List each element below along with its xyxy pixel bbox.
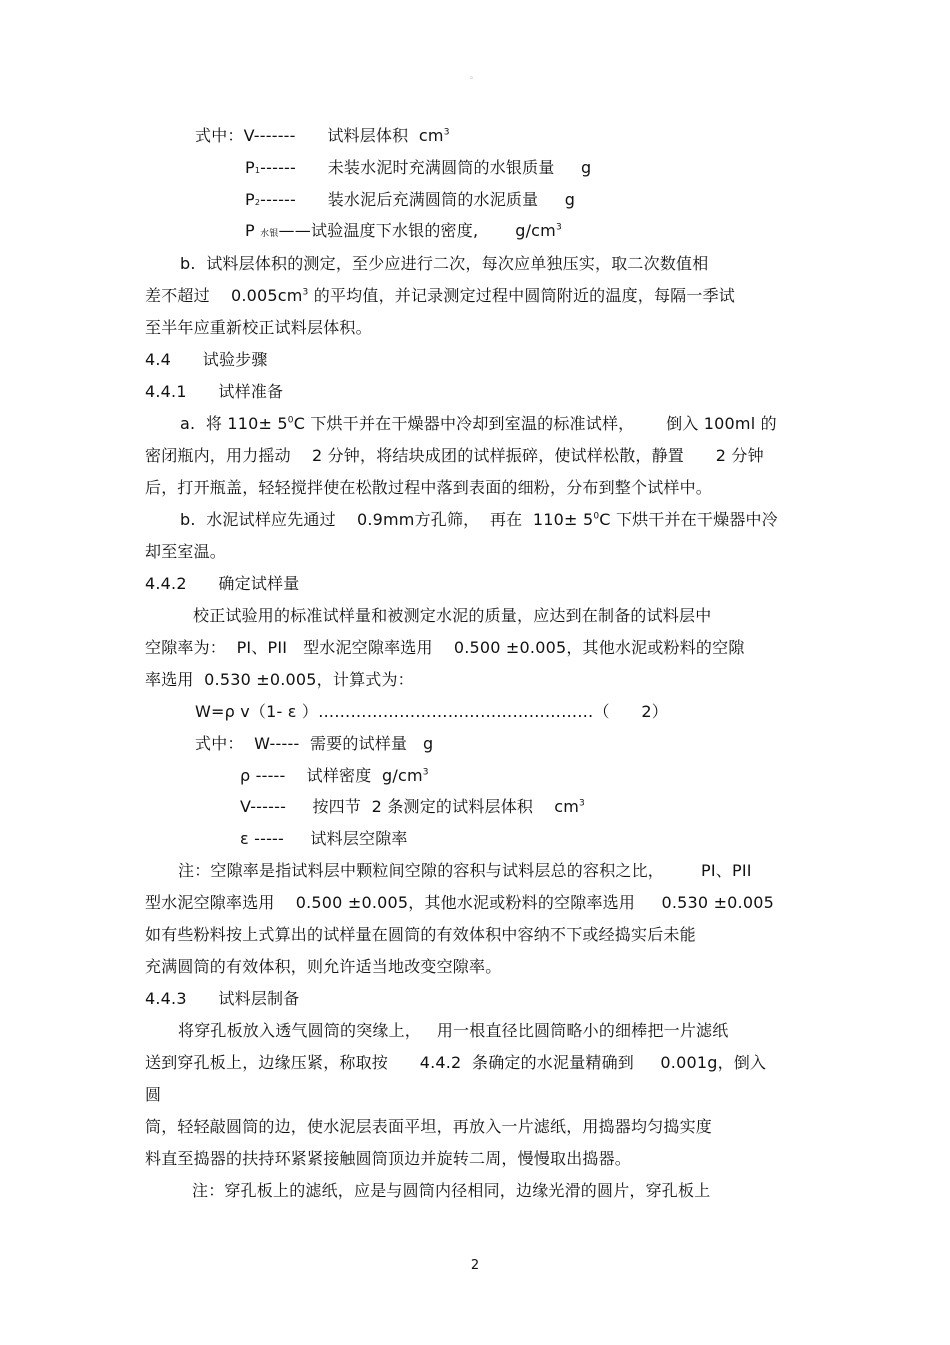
section-heading: 4.4.1 试样准备 bbox=[145, 382, 284, 401]
section-heading: 4.4 试验步骤 bbox=[145, 350, 268, 369]
paragraph-line: 筒，轻轻敲圆筒的边，使水泥层表面平坦，再放入一片滤纸，用捣器均匀捣实度 bbox=[145, 1117, 713, 1136]
paragraph-line: 校正试验用的标准试样量和被测定水泥的质量，应达到在制备的试料层中 bbox=[193, 606, 712, 625]
paragraph-line: 空隙率为： PI、PII 型水泥空隙率选用 0.500 ±0.005，其他水泥或粉料的空隙 bbox=[145, 638, 745, 657]
paragraph-line: a. 将 $110\pm 5^0C$ 下烘干并在干燥器中冷却到室温的标准试样， 倒入 100ml 的 bbox=[180, 414, 777, 433]
paragraph-line: 将穿孔板放入透气圆筒的突缘上， 用一根直径比圆筒略小的细棒把一片滤纸 bbox=[178, 1021, 729, 1040]
var-line-epsilon: ε ----- 试料层空隙率 bbox=[240, 829, 408, 848]
var-line-rho: ρ ----- 试样密度 $g/cm^3$ bbox=[240, 766, 429, 785]
paragraph-line: b. 水泥试样应先通过 0.9mm方孔筛， 再在 $110\pm 5^0C$ 下烘干并在干燥器中冷 bbox=[180, 510, 778, 529]
var-line-p-mercury: P 水银——试验温度下水银的密度, $g/cm^3$ bbox=[245, 221, 562, 240]
paragraph-line: 料直至捣器的扶持环紧紧接触圆筒顶边并旋转二周，慢慢取出捣器。 bbox=[145, 1149, 632, 1168]
var-line-v2: V------ 按四节 2 条测定的试料层体积 $cm^3$ bbox=[240, 797, 585, 816]
note-line: 如有些粉料按上式算出的试样量在圆筒的有效体积中容纳不下或经捣实后未能 bbox=[145, 925, 696, 944]
paragraph-line: b. 试料层体积的测定，至少应进行二次，每次应单独压实，取二次数值相 bbox=[180, 254, 709, 273]
paragraph-line: 率选用 0.530 ±0.005，计算式为： bbox=[145, 670, 414, 689]
paragraph-line: 却至室温。 bbox=[145, 542, 227, 561]
section-heading: 4.4.2 确定试样量 bbox=[145, 574, 300, 593]
paragraph-line: 差不超过 $0.005cm^3$ 的平均值，并记录测定过程中圆筒附近的温度，每隔一季试 bbox=[145, 286, 735, 305]
note-line: 型水泥空隙率选用 0.500 ±0.005，其他水泥或粉料的空隙率选用 0.530 ±0.005 bbox=[145, 893, 774, 912]
paragraph-line: 送到穿孔板上，边缘压紧，称取按 4.4.2 条确定的水泥量精确到 0.001g，倒入 bbox=[145, 1053, 767, 1072]
var-line-v: 式中：V------- 试料层体积 $cm^3$ bbox=[195, 126, 450, 145]
formula-line: W=ρ v（1- ε ）……………………………………………（ 2） bbox=[195, 702, 669, 721]
note-line: 充满圆筒的有效体积，则允许适当地改变空隙率。 bbox=[145, 957, 502, 976]
paragraph-line: 至半年应重新校正试料层体积。 bbox=[145, 318, 372, 337]
page-number: 2 bbox=[470, 1258, 480, 1273]
paragraph-line: 密闭瓶内，用力摇动 2 分钟，将结块成团的试样振碎，使试样松散，静置 2 分钟 bbox=[145, 446, 764, 465]
note-line: 注：空隙率是指试料层中颗粒间空隙的容积与试料层总的容积之比， PI、PII bbox=[178, 861, 752, 880]
paragraph-line: 后，打开瓶盖，轻轻搅拌使在松散过程中落到表面的细粉，分布到整个试样中。 bbox=[145, 478, 713, 497]
var-line-p2: P2------ 装水泥后充满圆筒的水泥质量 g bbox=[245, 190, 576, 209]
paragraph-line: 圆 bbox=[145, 1085, 162, 1104]
var-line-w: 式中： W----- 需要的试样量 g bbox=[195, 734, 434, 753]
var-line-p1: P1------ 未装水泥时充满圆筒的水银质量 g bbox=[245, 158, 592, 177]
note-line: 注：穿孔板上的滤纸，应是与圆筒内径相同，边缘光滑的圆片，穿孔板上 bbox=[192, 1181, 711, 1200]
header-mark: 。 bbox=[470, 71, 478, 80]
section-heading: 4.4.3 试料层制备 bbox=[145, 989, 300, 1008]
